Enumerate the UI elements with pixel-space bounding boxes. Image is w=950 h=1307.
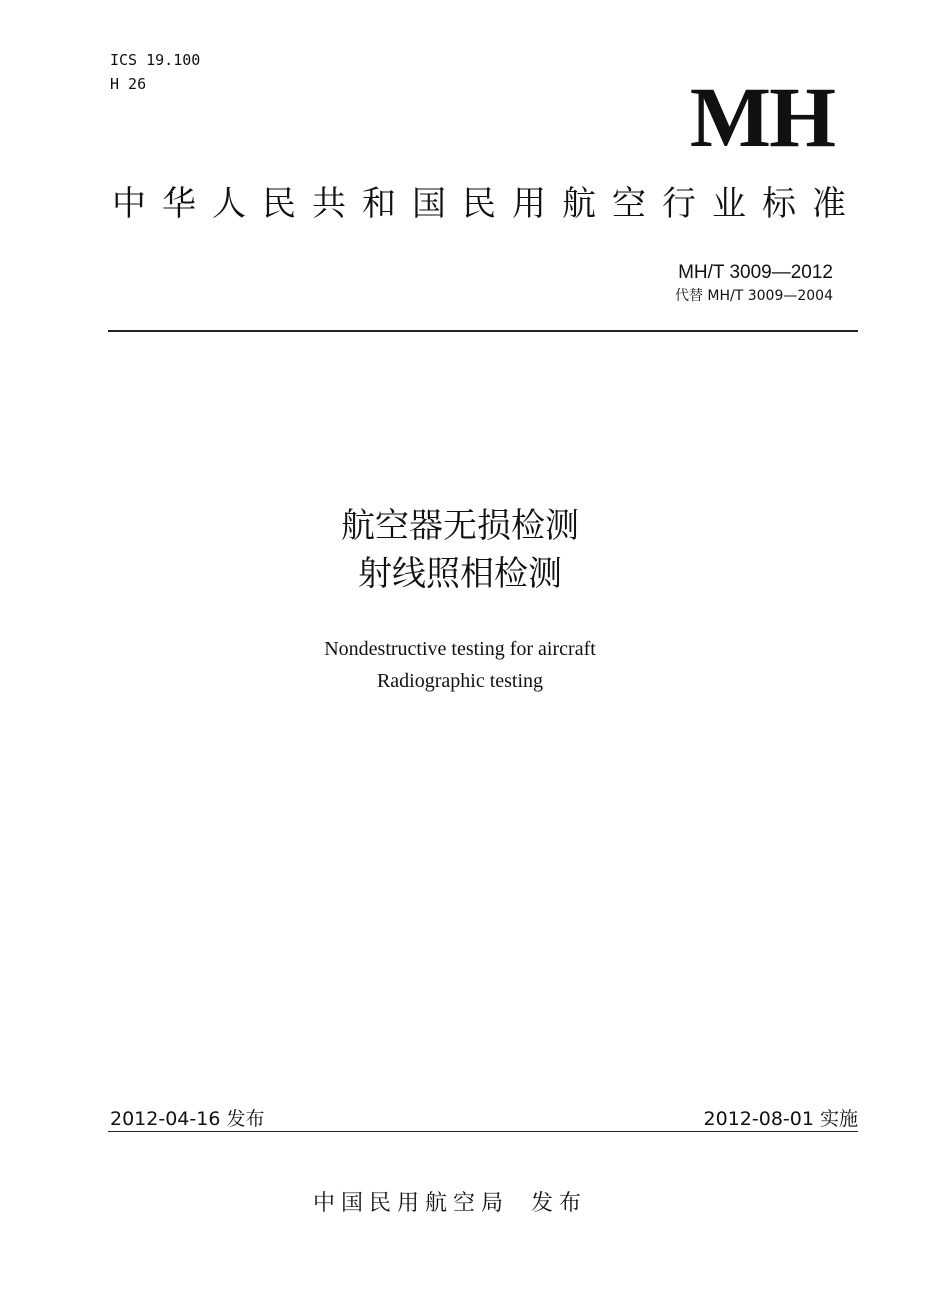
title-cn-line2: 射线照相检测 bbox=[358, 554, 562, 594]
standard-number: MH/T 3009—2012 bbox=[678, 262, 833, 283]
title-cn-line1: 航空器无损检测 bbox=[341, 506, 579, 546]
ics-code: ICS 19.100 bbox=[110, 51, 201, 69]
classification-codes bbox=[110, 48, 200, 96]
mh-logo: MH bbox=[689, 69, 834, 165]
title-en-line2: Radiographic testing bbox=[376, 670, 544, 692]
effective-date: 2012-08-01 实施 bbox=[703, 1108, 858, 1130]
document-title-cn bbox=[0, 502, 920, 598]
title-en-line1: Nondestructive testing for aircraft bbox=[324, 638, 596, 660]
replaces-standard: 代替 MH/T 3009—2004 bbox=[674, 288, 833, 304]
organization-title: 中华人民共和国民用航空行业标准 bbox=[112, 184, 862, 224]
issuer bbox=[313, 1188, 587, 1220]
publish-date: 2012-04-16 发布 bbox=[110, 1108, 265, 1130]
footer-divider bbox=[108, 1131, 858, 1132]
issuer-action: 发布 bbox=[531, 1191, 588, 1216]
header-divider bbox=[108, 330, 858, 332]
ccs-code: H 26 bbox=[110, 75, 147, 93]
document-title-en bbox=[0, 633, 920, 697]
issuer-name: 中国民用航空局 bbox=[313, 1191, 510, 1216]
